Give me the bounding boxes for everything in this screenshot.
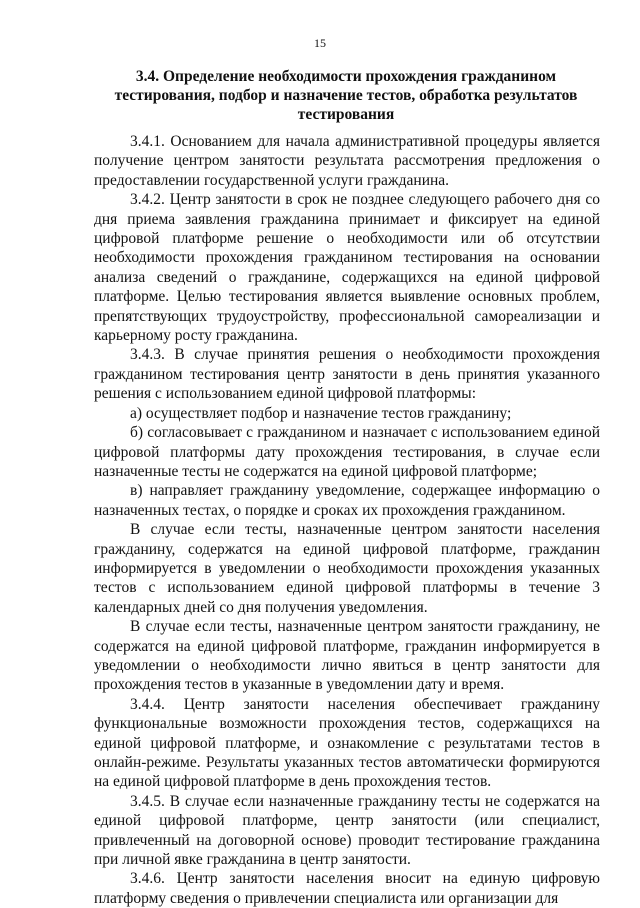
list-item-v: в) направляет гражданину уведомление, содержащее информацию о назначенных тестах, о порядке и сроках их прохождения гражданином. xyxy=(94,482,600,519)
list-item-a: а) осуществляет подбор и назначение тестов гражданину; xyxy=(130,404,512,422)
page-number: 15 xyxy=(314,36,326,50)
paragraph-3-4-5: 3.4.5. В случае если назначенные гражданину тесты не содержатся на единой цифровой платформе, центр занятости (или специалист, привлеченный на договорной основе) проводит тестирование гражданина при личной явке гражданина в центр занятости. xyxy=(94,792,600,869)
document-body xyxy=(94,132,600,908)
section-heading: 3.4. Определение необходимости прохождения гражданином тестирования, подбор и назначение тестов, обработка результатов тестирования xyxy=(114,68,578,123)
paragraph-tests-on-platform: В случае если тесты, назначенные центром занятости населения гражданину, содержатся на единой цифровой платформе, гражданин информируется в уведомлении о необходимости прохождения указанных тестов с использованием единой цифровой платформы в течение 3 календарных дней со дня получения уведомления. xyxy=(94,521,600,616)
paragraph-3-4-2: 3.4.2. Центр занятости в срок не позднее следующего рабочего дня со дня приема заявления гражданина принимает и фиксирует на единой цифровой платформе решение о необходимости или об отсутствии необходимости прохождения гражданином тестирования на основании анализа сведений о гражданине, содержащихся на единой цифровой платформе. Целью тестирования является выявление основных проблем, препятствующих трудоустройству, профессиональной самореализации и карьерному росту гражданина. xyxy=(94,191,600,345)
paragraph-3-4-3: 3.4.3. В случае принятия решения о необходимости прохождения гражданином тестирования центр занятости в день принятия указанного решения с использованием единой цифровой платформы: xyxy=(94,346,600,403)
paragraph-3-4-1: 3.4.1. Основанием для начала административной процедуры является получение центром занятости результата рассмотрения предложения о предоставлении государственной услуги гражданина. xyxy=(94,133,600,189)
paragraph-3-4-4: 3.4.4. Центр занятости населения обеспечивает гражданину функциональные возможности прохождения тестов, содержащихся на единой цифровой платформе, и ознакомление с результатами тестов в онлайн-режиме. Результаты указанных тестов автоматически формируются на единой цифровой платформе в день прохождения тестов. xyxy=(94,695,600,791)
paragraph-tests-not-on-platform: В случае если тесты, назначенные центром занятости гражданину, не содержатся на единой цифровой платформе, гражданин информируется в уведомлении о необходимости лично явиться в центр занятости для прохождения тестов в указанные в уведомлении дату и время. xyxy=(94,618,600,694)
list-item-b: б) согласовывает с гражданином и назначает с использованием единой цифровой платформы дату прохождения тестирования, в случае если назначенные тесты не содержатся на единой цифровой платформе; xyxy=(94,424,600,480)
paragraph-3-4-6: 3.4.6. Центр занятости населения вносит на единую цифровую платформу сведения о привлечении специалиста или организации для xyxy=(94,870,600,907)
